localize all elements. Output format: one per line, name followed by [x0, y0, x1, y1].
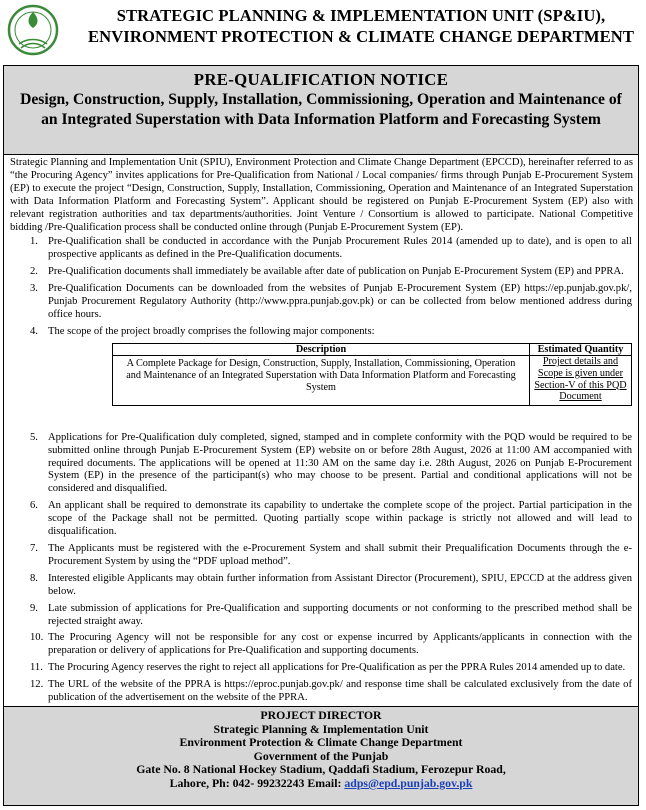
clause-text: The Procuring Agency will not be responsible for any cost or expense incurred by Applicants/applicants in connection with the preparation or delivery of applications for Pre-Qualification and supporting documents. [48, 632, 632, 657]
footer-department: Environment Protection & Climate Change Department [179, 735, 463, 750]
clause-text: Pre-Qualification documents shall immediately be available after date of publication on Punjab E-Procurement System (EP) and PPRA. [48, 266, 624, 278]
footer-designation: PROJECT DIRECTOR [260, 708, 382, 722]
list-item: 5. Applications for Pre-Qualification duly completed, signed, stamped and in complete conformity with the PQD would be required to be submitted online through Punjab E-Procurement System (EP) website on or before 28th August, 2026 at 11:00 AM accompanied with required documents. The applications will be opened at 11:30 AM on the same day i.e. 28th August, 2026 on Punjab E-Procurement System (EP) in the presence of the participant(s) who may choose to be present. Partial and conditional applications will not be considered and disqualified. [30, 431, 632, 495]
clause-text: Late submission of applications for Pre-Qualification and supporting documents or not conforming to the prescribed method shall be rejected straight away. [48, 602, 632, 627]
contact-footer [3, 706, 639, 806]
footer-unit: Strategic Planning & Implementation Unit [213, 721, 429, 736]
notice-page [3, 2, 641, 806]
list-item: 3. Pre-Qualification Documents can be downloaded from the websites of Punjab E-Procurement System (EP) https://ep.punjab.gov.pk/, Punjab Procurement Regulatory Authority (http://www.ppra.punjab.gov.pk) or can be collected from below mentioned address during office hours. [30, 283, 632, 320]
clause-text: Interested eligible Applicants may obtain further information from Assistant Director (Procurement), SPIU, EPCCD at the address given below. [48, 572, 632, 597]
scope-table [112, 343, 632, 406]
col-quantity-header: Estimated Quantity [530, 343, 632, 356]
notice-title-box [3, 65, 639, 155]
heading-line-1: STRATEGIC PLANNING & IMPLEMENTATION UNIT (SP&IU), [116, 6, 606, 25]
col-description-header: Description [113, 343, 530, 356]
intro-paragraph: Strategic Planning and Implementation Unit (SPIU), Environment Protection and Climate Change Department (EPCCD), hereinafter referred to as “the Procuring Agency” invites applications for Pre-Qualification from National / Local companies/ firms through Punjab E-Procurement System (EP) to execute the project “Design, Construction, Supply, Installation, Commissioning, Operation and Maintenance of an Integrated Superstation with Data Information Platform and Forecasting System”. Applicant should be registered on Punjab E-Procurement System (EP) also with relevant registration authorities and tax departments/authorities. Joint Venture / Consortium is allowed to participate. National Competitive bidding /Pre-Qualification process shall be conducted online through (Punjab E-Procurement System (EP). [10, 157, 633, 233]
notice-clauses [4, 236, 638, 705]
scope-description: A Complete Package for Design, Construction, Supply, Installation, Commissioning, Operation and Maintenance of an Integrated Superstation with Data Information Platform and Forecasting System [113, 356, 530, 405]
epccd-logo [7, 4, 59, 56]
clause-text: Applications for Pre-Qualification duly completed, signed, stamped and in complete conformity with the PQD would be required to be submitted online through Punjab E-Procurement System (EP) website on or before 28th August, 2026 at 11:00 AM accompanied with required documents. The applications will be opened at 11:30 AM on the same day i.e. 28th August, 2026 on Punjab E-Procurement System (EP) in the presence of the participant(s) who may choose to be present. Partial and conditional applications will not be considered and disqualified. [48, 431, 632, 495]
clause-text: The Procuring Agency reserves the right to reject all applications for Pre-Qualification as per the PPRA Rules 2014 amended up to date. [48, 662, 626, 674]
clause-text: The URL of the website of the PPRA is https://eproc.punjab.gov.pk/ and response time shall be calculated exclusively from the date of publication of the advertisement on the website of the PPRA. [48, 679, 632, 704]
clause-text: Pre-Qualification Documents can be downloaded from the websites of Punjab E-Procurement System (EP) https://ep.punjab.gov.pk/, Punjab Procurement Regulatory Authority (http://www.ppra.punjab.gov.pk) or can be collected from below mentioned address during office hours. [48, 283, 632, 320]
list-item: 8. Interested eligible Applicants may obtain further information from Assistant Director (Procurement), SPIU, EPCCD at the address given below. [30, 572, 632, 597]
list-item: 2. Pre-Qualification documents shall immediately be available after date of publication on Punjab E-Procurement System (EP) and PPRA. [30, 266, 624, 278]
list-item: 6. An applicant shall be required to demonstrate its capability to undertake the complete scope of the project. Partial participation in the scope of the Package shall not be permitted. Quoting partially scope within package is strictly not allowed and will lead to disqualification. [30, 500, 632, 538]
list-item: 10. The Procuring Agency will not be responsible for any cost or expense incurred by Applicants/applicants in connection with the preparation or delivery of applications for Pre-Qualification and supporting documents. [30, 632, 632, 657]
list-item: 7. The Applicants must be registered with the e-Procurement System and shall submit their Prequalification Documents through the e-Procurement System by using the “PDF upload method”. [30, 543, 632, 567]
notice-body [3, 155, 639, 706]
list-item: 1. Pre-Qualification shall be conducted in accordance with the Punjab Procurement Rules 2014 (amended up to date), and is open to all prospective applicants as defined in the Pre-Qualification documents. [30, 236, 632, 261]
scope-quantity: Project details and Scope is given under Section-V of this PQD Document [530, 356, 632, 405]
clause-text: Pre-Qualification shall be conducted in accordance with the Punjab Procurement Rules 2014 (amended up to date), and is open to all prospective applicants as defined in the Pre-Qualification documents. [48, 236, 632, 261]
clause-text: An applicant shall be required to demonstrate its capability to undertake the complete scope of the project. Partial participation in the scope of the Package shall not be permitted. Quoting partially scope within package is strictly not allowed and will lead to disqualification. [48, 500, 632, 538]
notice-subtitle: Design, Construction, Supply, Installation, Commissioning, Operation and Maintenance of an Integrated Superstation with Data Information Platform and Forecasting System [20, 91, 622, 128]
footer-government: Government of the Punjab [253, 748, 389, 763]
header [3, 2, 641, 62]
list-item: 9. Late submission of applications for Pre-Qualification and supporting documents or not conforming to the prescribed method shall be rejected straight away. [30, 602, 632, 627]
list-item: 12. The URL of the website of the PPRA is https://eproc.punjab.gov.pk/ and response time shall be calculated exclusively from the date of publication of the advertisement on the website of the PPRA. [30, 679, 632, 704]
table-row [113, 356, 632, 405]
list-item: 11. The Procuring Agency reserves the right to reject all applications for Pre-Qualification as per the PPRA Rules 2014 amended up to date. [30, 662, 626, 674]
clause-text: The Applicants must be registered with the e-Procurement System and shall submit their Prequalification Documents through the e-Procurement System by using the “PDF upload method”. [48, 543, 632, 567]
department-heading [83, 5, 639, 47]
notice-title: PRE-QUALIFICATION NOTICE [193, 70, 449, 89]
footer-phone: Lahore, Ph: 042- 99232243 Email: [169, 775, 342, 790]
footer-address: Gate No. 8 National Hockey Stadium, Qaddafi Stadium, Ferozepur Road, [136, 762, 506, 777]
email-link[interactable]: adps@epd.punjab.gov.pk [344, 775, 473, 790]
list-item: 4. The scope of the project broadly comprises the following major components: Description Estimated Quantity A Complete Package for Design, Construction, Supply, Installation, Commissioning, Operation and Maintenance of an Integrated Superstation with Data Information Platform and Forecasting System Project details and Scope is given under Section-V of this PQD Document [4, 326, 638, 428]
heading-line-2: ENVIRONMENT PROTECTION & CLIMATE CHANGE DEPARTMENT [87, 27, 635, 46]
clause-text: The scope of the project broadly comprises the following major components: [48, 325, 375, 337]
footer-contact [4, 777, 638, 791]
